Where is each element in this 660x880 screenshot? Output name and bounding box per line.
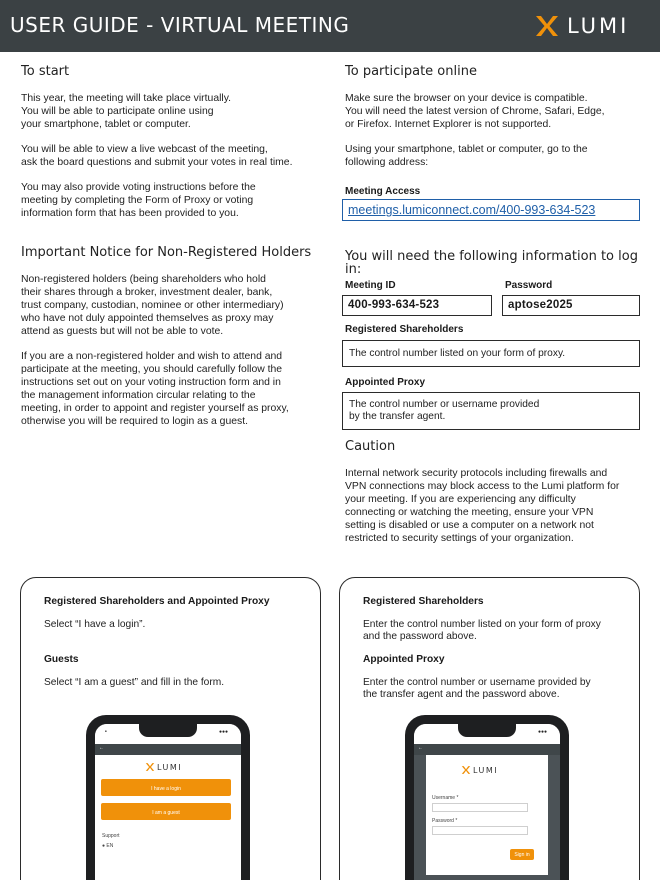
- lumi-x-icon: [145, 762, 155, 772]
- app-body-left: [97, 755, 239, 880]
- sign-in-panel: [426, 755, 548, 875]
- caution-text: Internal network security protocols including firewalls and VPN connections may block access to the Lumi platform for your meeting. If you are experiencing any difficulty connecting or watching the meeting, ensure your VPN setting is disabled or use a computer on a network not restricted to security settings of your organization.: [345, 468, 620, 544]
- card-left-text-2: Select “I am a guest” and fill in the form.: [44, 677, 225, 688]
- status-bar: [414, 724, 560, 744]
- login-info-heading: You will need the following information to log in:: [345, 249, 638, 277]
- left-column: [21, 65, 321, 220]
- caution-section: [345, 440, 645, 545]
- header-bar: [0, 0, 660, 52]
- back-arrow-icon[interactable]: ←: [99, 745, 104, 751]
- card-right-title-1: Registered Shareholders: [363, 596, 484, 607]
- notice-heading: Important Notice for Non-Registered Holders: [21, 245, 312, 260]
- phone-clock: •: [105, 729, 107, 735]
- card-left-title-2: Guests: [44, 654, 79, 665]
- card-right-title-2: Appointed Proxy: [363, 654, 445, 665]
- notice-paragraph-1: Non-registered holders (being shareholders who hold their shares through a broker, investment dealer, bank, trust company, custodian, nominee or other intermediary) who have not duly appointed themselves as proxy may attend as guests but will not be able to vote.: [21, 274, 284, 337]
- i-have-a-login-button[interactable]: I have a login: [101, 779, 231, 796]
- phone-brand: LUMI: [473, 765, 499, 775]
- app-bar: [95, 744, 241, 755]
- phone-notch: [458, 724, 516, 737]
- meeting-id-value: 400-993-634-523: [342, 295, 492, 316]
- card-left-text-1: Select “I have a login”.: [44, 619, 146, 630]
- support-link[interactable]: Support: [102, 833, 120, 839]
- username-input[interactable]: [432, 803, 528, 812]
- right-column: [345, 65, 645, 198]
- phone-lumi-logo: [461, 765, 498, 775]
- password-value: aptose2025: [502, 295, 640, 316]
- password-field-label: Password *: [432, 818, 458, 824]
- login-info-section: [345, 250, 650, 276]
- phone-brand: LUMI: [157, 762, 183, 772]
- start-paragraph-2: You will be able to view a live webcast of the meeting, ask the board questions and submit your votes in real time.: [21, 144, 293, 168]
- phone-lumi-logo: [145, 762, 182, 772]
- notice-section: [21, 246, 321, 428]
- registered-shareholders-label: Registered Shareholders: [345, 324, 464, 335]
- meeting-access-label: Meeting Access: [345, 186, 421, 197]
- login-panel: [97, 755, 239, 880]
- participate-paragraph-2: Using your smartphone, tablet or computer, go to the following address:: [345, 144, 588, 168]
- appointed-proxy-label: Appointed Proxy: [345, 377, 426, 388]
- back-arrow-icon[interactable]: ←: [418, 745, 423, 751]
- lumi-x-icon: [461, 765, 471, 775]
- caution-heading: Caution: [345, 439, 396, 454]
- participate-paragraph-1: Make sure the browser on your device is compatible. You will need the latest version of Chrome, Safari, Edge, or Firefox. Internet Explorer is not supported.: [345, 93, 605, 130]
- meeting-id-label: Meeting ID: [345, 280, 396, 291]
- meeting-access-link[interactable]: meetings.lumiconnect.com/400-993-634-523: [342, 199, 640, 221]
- status-bar: [95, 724, 241, 744]
- start-paragraph-1: This year, the meeting will take place virtually. You will be able to participate online using your smartphone, tablet or computer.: [21, 93, 232, 130]
- lumi-logo: [534, 12, 629, 40]
- participate-heading: To participate online: [345, 64, 477, 79]
- guest-login-card: [20, 577, 321, 880]
- phone-screen-right: [414, 724, 560, 880]
- page-title: USER GUIDE - VIRTUAL MEETING: [10, 13, 350, 37]
- signal-icon: ●●●: [219, 729, 229, 735]
- appointed-proxy-box: The control number or username provided by the transfer agent.: [342, 392, 640, 430]
- signal-icon: ●●●: [538, 729, 548, 735]
- i-am-a-guest-button[interactable]: I am a guest: [101, 803, 231, 820]
- phone-mockup-right: [405, 715, 569, 880]
- language-selector[interactable]: ● EN: [102, 843, 114, 849]
- app-bar: [414, 744, 560, 755]
- phone-screen-left: [95, 724, 241, 880]
- lumi-x-icon: [534, 13, 560, 39]
- card-right-text-2: Enter the control number or username provided by the transfer agent and the password above.: [363, 677, 591, 700]
- sign-in-button[interactable]: Sign in: [510, 849, 534, 860]
- brand-name: LUMI: [567, 14, 630, 38]
- card-left-title-1: Registered Shareholders and Appointed Proxy: [44, 596, 270, 607]
- password-label: Password: [505, 280, 553, 291]
- start-paragraph-3: You may also provide voting instructions before the meeting by completing the Form of Proxy or voting information form that has been provided to you.: [21, 182, 256, 219]
- language-label: EN: [106, 843, 114, 849]
- phone-mockup-left: [86, 715, 250, 880]
- to-start-heading: To start: [21, 64, 70, 79]
- registered-shareholders-box: The control number listed on your form of proxy.: [342, 340, 640, 367]
- username-label: Username *: [432, 795, 459, 801]
- notice-paragraph-2: If you are a non-registered holder and wish to attend and participate at the meeting, you should carefully follow the instructions set out on your voting instruction form and in the management information circular relating to the meeting, in order to appoint and register yourself as proxy, otherwise you will be required to login as a guest.: [21, 351, 289, 427]
- card-right-text-1: Enter the control number listed on your form of proxy and the password above.: [363, 619, 601, 642]
- registered-login-card: [339, 577, 640, 880]
- phone-notch: [139, 724, 197, 737]
- app-body-right: [414, 755, 560, 880]
- password-input[interactable]: [432, 826, 528, 835]
